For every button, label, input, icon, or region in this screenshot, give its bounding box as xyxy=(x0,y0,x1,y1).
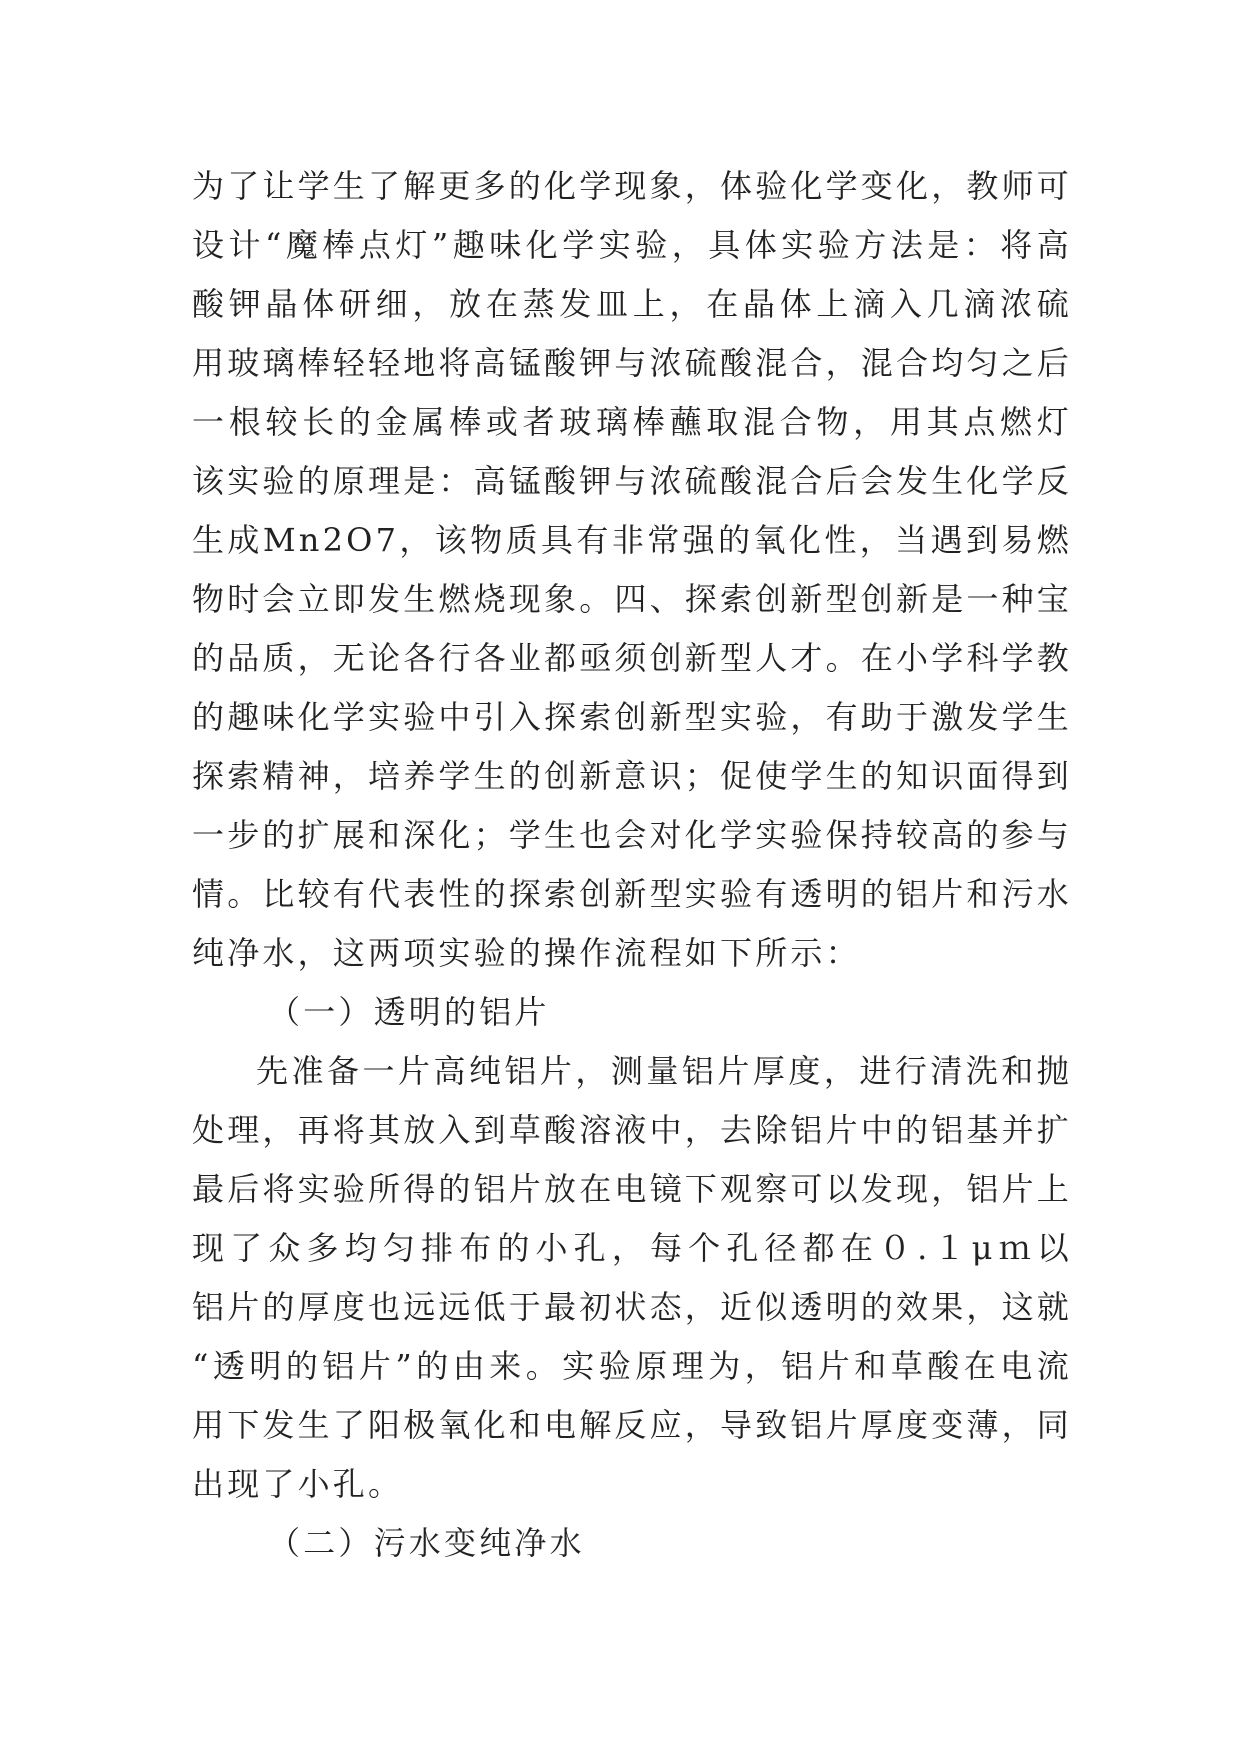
paragraph-line: 现了众多均匀排布的小孔，每个孔径都在０.１μｍ以 xyxy=(192,1229,1072,1267)
paragraph-line: 的趣味化学实验中引入探索创新型实验，有助于激发学生 xyxy=(192,698,1072,736)
paragraph-line: 一步的扩展和深化；学生也会对化学实验保持较高的参与 xyxy=(192,816,1072,854)
section-heading: （一）透明的铝片 xyxy=(268,993,550,1031)
paragraph-line: 用下发生了阳极氧化和电解反应，导致铝片厚度变薄，同 xyxy=(192,1406,1072,1444)
paragraph-line: 情。比较有代表性的探索创新型实验有透明的铝片和污水 xyxy=(192,875,1072,913)
paragraph-line: 的品质，无论各行各业都亟须创新型人才。在小学科学教 xyxy=(192,639,1072,677)
paragraph-line: 设计“魔棒点灯”趣味化学实验，具体实验方法是：将高 xyxy=(192,226,1072,264)
document-body xyxy=(192,157,1072,1573)
paragraph-line: 一根较长的金属棒或者玻璃棒蘸取混合物，用其点燃灯 xyxy=(192,403,1072,441)
paragraph-line: 用玻璃棒轻轻地将高锰酸钾与浓硫酸混合，混合均匀之后 xyxy=(192,344,1072,382)
paragraph-line: 酸钾晶体研细，放在蒸发皿上，在晶体上滴入几滴浓硫 xyxy=(192,285,1072,323)
paragraph-line: 铝片的厚度也远远低于最初状态，近似透明的效果，这就 xyxy=(192,1288,1072,1326)
section-heading: （二）污水变纯净水 xyxy=(268,1524,585,1562)
paragraph-line: 探索精神，培养学生的创新意识；促使学生的知识面得到 xyxy=(192,757,1072,795)
paragraph-line: 为了让学生了解更多的化学现象，体验化学变化，教师可 xyxy=(192,167,1072,205)
paragraph-line: 处理，再将其放入到草酸溶液中，去除铝片中的铝基并扩 xyxy=(192,1111,1072,1149)
paragraph-line: 该实验的原理是：高锰酸钾与浓硫酸混合后会发生化学反 xyxy=(192,462,1072,500)
paragraph-line: 最后将实验所得的铝片放在电镜下观察可以发现，铝片上 xyxy=(192,1170,1072,1208)
paragraph-line: 生成Mn2O7，该物质具有非常强的氧化性，当遇到易燃 xyxy=(192,521,1072,559)
paragraph-line: “透明的铝片”的由来。实验原理为，铝片和草酸在电流 xyxy=(192,1347,1072,1385)
paragraph-line: 纯净水，这两项实验的操作流程如下所示： xyxy=(192,934,861,972)
paragraph-line: 物时会立即发生燃烧现象。四、探索创新型创新是一种宝 xyxy=(192,580,1072,618)
paragraph-line: 先准备一片高纯铝片，测量铝片厚度，进行清洗和抛 xyxy=(256,1052,1072,1090)
paragraph-line: 出现了小孔。 xyxy=(192,1465,404,1503)
